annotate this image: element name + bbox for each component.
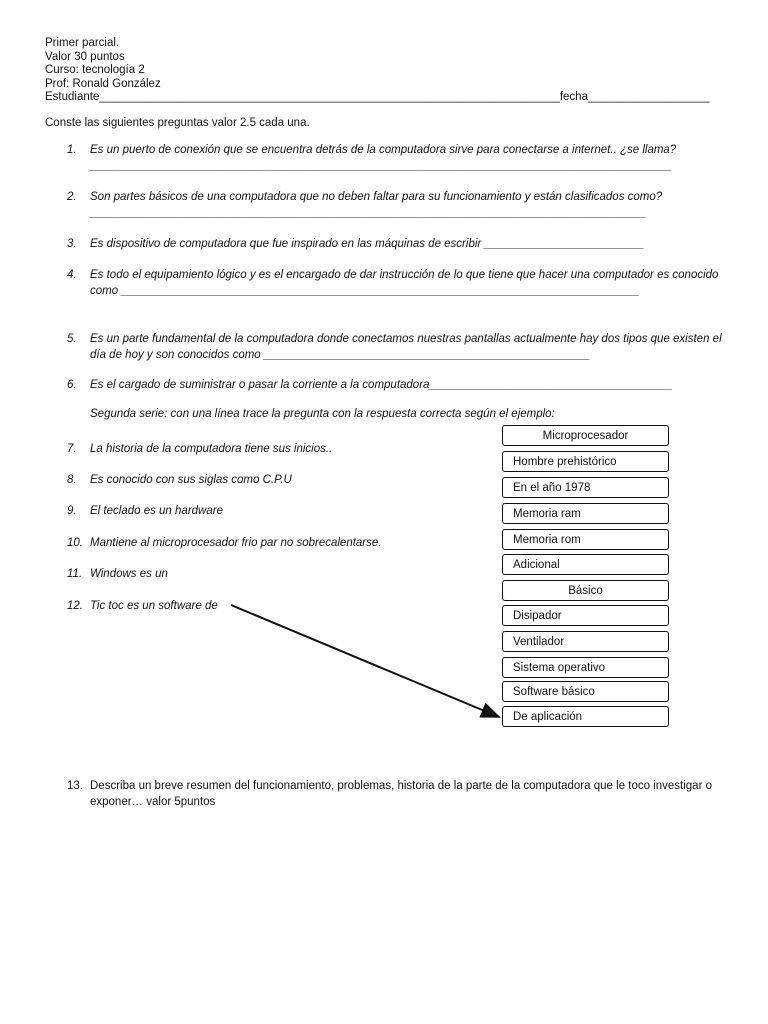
question-text: Windows es un: [90, 568, 168, 580]
question-number: 2.: [67, 191, 77, 203]
answer-box: Disipador: [502, 605, 669, 626]
intro-text: Conste las siguientes preguntas valor 2.5 cada una.: [45, 117, 310, 129]
question-number: 7.: [67, 443, 77, 455]
answer-box: Hombre prehistórico: [502, 451, 669, 472]
question-text: La historia de la computadora tiene sus inicios..: [90, 443, 333, 455]
question-number: 1.: [67, 144, 77, 156]
answer-box: Memoria rom: [502, 529, 669, 550]
answer-box: Memoria ram: [502, 503, 669, 524]
question-number: 9.: [67, 505, 77, 517]
question-6: [67, 377, 727, 393]
second-series-heading: Segunda serie: con una línea trace la pregunta con la respuesta correcta según el ejemplo:: [90, 408, 555, 420]
question-text: Es conocido con sus siglas como C.P.U: [90, 474, 292, 486]
question-number: 11.: [67, 568, 83, 580]
question-number: 3.: [67, 238, 77, 250]
question-number: 10.: [67, 537, 83, 549]
match-question-11: [67, 566, 487, 582]
answer-box: En el año 1978: [502, 477, 669, 498]
question-text: Describa un breve resumen del funcionamiento, problemas, historia de la parte de la computadora que le toco investigar o exponer… valor 5puntos: [90, 780, 716, 808]
question-number: 13.: [67, 780, 83, 792]
question-text: Mantiene al microprocesador frio par no sobrecalentarse.: [90, 537, 382, 549]
answer-box: Microprocesador: [502, 425, 669, 446]
answer-box: Básico: [502, 580, 669, 601]
question-text: Es dispositivo de computadora que fue inspirado en las máquinas de escribir _________________________: [90, 238, 645, 250]
question-number: 5.: [67, 333, 77, 345]
match-question-9: [67, 503, 487, 519]
question-text: Es un parte fundamental de la computadora donde conectamos nuestras pantallas actualmente hay dos tipos que existen el día de hoy y son conocidos como ___________________________________________________: [90, 333, 725, 361]
question-text: Es el cargado de suministrar o pasar la corriente a la computadora______________________________________: [90, 379, 673, 391]
match-question-7: [67, 441, 487, 457]
match-question-12: [67, 598, 487, 614]
match-question-8: [67, 472, 487, 488]
question-5: [67, 331, 727, 363]
question-number: 8.: [67, 474, 77, 486]
question-13: [67, 778, 727, 810]
question-number: 4.: [67, 269, 77, 281]
question-text: Tic toc es un software de: [90, 600, 218, 612]
course-line: Curso: tecnología 2: [45, 64, 145, 76]
question-1: [67, 142, 727, 174]
match-question-10: [67, 535, 487, 551]
exam-title: Primer parcial.: [45, 37, 120, 49]
question-2: [67, 189, 727, 221]
answer-box: Software básico: [502, 681, 669, 702]
exam-value: Valor 30 puntos: [45, 50, 125, 63]
question-text: El teclado es un hardware: [90, 505, 223, 517]
question-text: Son partes básicos de una computadora que no deben faltar para su funcionamiento y están clasificados como? _______________________________________________________________________________________: [90, 191, 666, 219]
student-date-line: Estudiante________________________________________________________________________fecha___________________: [45, 91, 710, 103]
answer-box: Sistema operativo: [502, 657, 669, 678]
question-text: Es todo el equipamiento lógico y es el encargado de dar instrucción de lo que tiene que hacer una computador es conocido como _________________________________________________________________________________: [90, 269, 722, 297]
question-number: 12.: [67, 600, 83, 612]
question-number: 6.: [67, 379, 77, 391]
question-text: Es un puerto de conexión que se encuentra detrás de la computadora sirve para conectarse a internet.. ¿se llama? ___________________________________________________________________________________________: [90, 144, 680, 172]
question-4: [67, 267, 727, 299]
answer-box: De aplicación: [502, 706, 669, 727]
professor-line: Prof: Ronald González: [45, 77, 161, 90]
answer-box: Adicional: [502, 554, 669, 575]
exam-header: [45, 37, 710, 105]
question-3: [67, 236, 727, 252]
answer-box: Ventilador: [502, 631, 669, 652]
